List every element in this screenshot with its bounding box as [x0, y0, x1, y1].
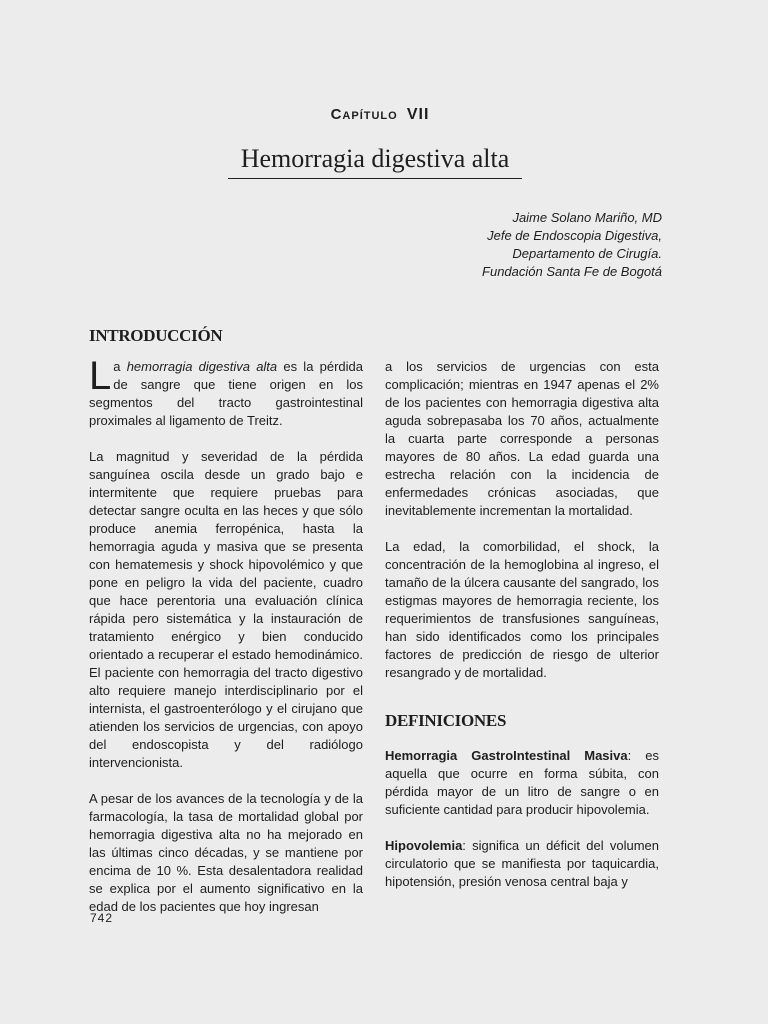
- page-title: Hemorragia digestiva alta: [240, 144, 510, 173]
- intro-p1-start: a: [113, 359, 127, 374]
- chapter-word: Capítulo: [330, 106, 398, 123]
- author-block: [322, 209, 662, 281]
- title-underline: [228, 178, 522, 179]
- definition-2-term: Hipovolemia: [385, 838, 463, 853]
- definition-2-text: : significa un déficit del volumen circulatorio que se manifiesta por taquicardia, hipotensión, presión venosa central baja y: [385, 838, 659, 889]
- chapter-label: [230, 106, 530, 124]
- author-line-2: Departamento de Cirugía.: [512, 246, 662, 261]
- left-column: [89, 354, 364, 934]
- definition-2: [385, 837, 659, 891]
- page-number: 742: [90, 911, 114, 925]
- author-line-1: Jefe de Endoscopia Digestiva,: [487, 228, 662, 243]
- author-name: Jaime Solano Mariño, MD: [512, 210, 662, 225]
- definition-1-term: Hemorragia GastroIntestinal Masiva: [385, 748, 628, 763]
- intro-paragraph-3: A pesar de los avances de la tecnología y de la farmacología, la tasa de mortalidad global por hemorragia digestiva alta no ha mejorado en las últimas cinco décadas, y se mantiene por encima de 10 %. Esta desalentadora realidad se explica por el aumento significativo en la edad de los pacientes que hoy ingresan: [89, 791, 363, 914]
- intro-paragraph-1: [89, 354, 364, 430]
- heading-definiciones: DEFINICIONES: [385, 711, 507, 730]
- intro-p1-rest: es la pérdida de sangre que tiene origen en los segmentos del tracto gastrointestinal proximales al ligamento de Treitz.: [89, 359, 364, 428]
- definition-1: [385, 747, 659, 819]
- right-column: [385, 358, 659, 909]
- definition-1-text: : es aquella que ocurre en forma súbita, con pérdida mayor de un litro de sangre o en suficiente cantidad para producir hipovolemia.: [385, 748, 659, 817]
- heading-introduccion: INTRODUCCIÓN: [89, 326, 223, 345]
- intro-paragraph-5: La edad, la comorbilidad, el shock, la concentración de la hemoglobina al ingreso, el tamaño de la úlcera causante del sangrado, los estigmas mayores de hemorragia reciente, los requerimientos de transfusiones sanguíneas, han sido identificados como los principales factores de predicción de riesgo de ulterior resangrado y de mortalidad.: [385, 539, 659, 680]
- intro-paragraph-4: a los servicios de urgencias con esta complicación; mientras en 1947 apenas el 2% de los pacientes con hemorragia digestiva alta aguda sobrepasaba los 70 años, actualmente la cuarta parte corresponde a personas mayores de 80 años. La edad guarda una estrecha relación con la incidencia de enfermedades crónicas asociadas, que inevitablemente incrementan la mortalidad.: [385, 359, 659, 518]
- intro-paragraph-2: La magnitud y severidad de la pérdida sanguínea oscila desde un grado bajo e intermitente que requiere pruebas para detectar sangre oculta en las heces y que sólo produce anemia ferropénica, hasta la hemorragia aguda y masiva que se presenta con hematemesis y shock hipovolémico y que pone en peligro la vida del paciente, cuadro que hace perentoria una evaluación clínica rápida pero sistemática y la instauración de tratamiento enérgico y bien conducido orientado a recuperar el estado hemodinámico. El paciente con hemorragia del tracto digestivo alto requiere manejo interdisciplinario por el internista, el gastroenterólogo y el cirujano que atienden los servicios de urgencias, con apoyo del endoscopista y del radiólogo intervencionista.: [89, 449, 363, 770]
- drop-cap: L: [89, 354, 112, 398]
- chapter-roman: VII: [406, 106, 430, 123]
- intro-p1-emphasis: hemorragia digestiva alta: [126, 359, 278, 374]
- author-line-3: Fundación Santa Fe de Bogotá: [482, 264, 662, 279]
